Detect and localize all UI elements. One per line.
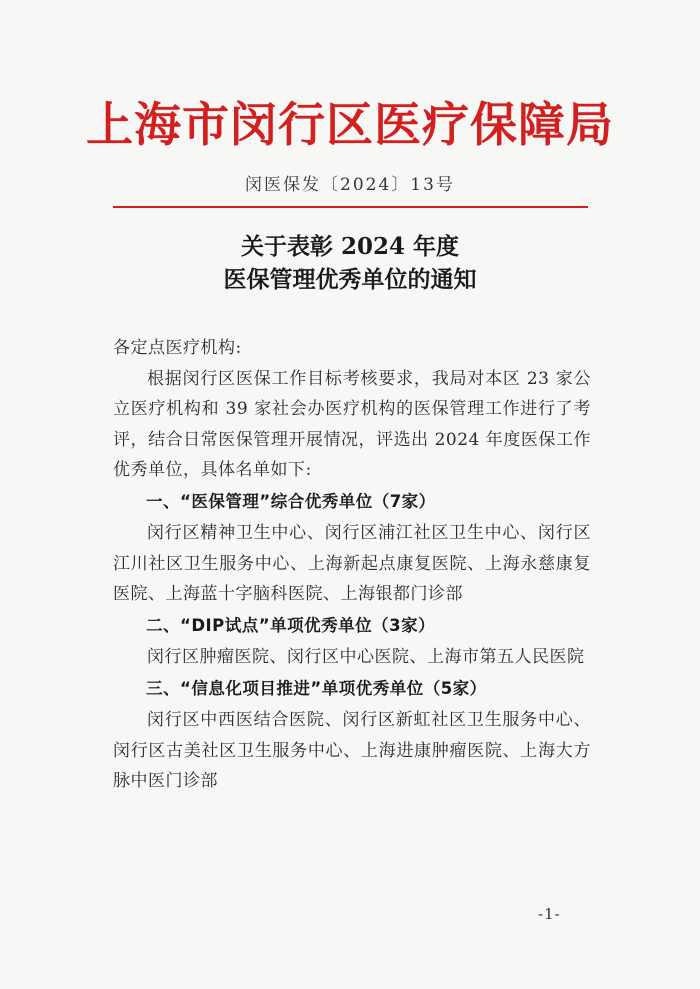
page-number: -1- xyxy=(538,905,561,923)
document-number: 闵医保发〔2024〕13号 xyxy=(245,175,455,195)
notice-title xyxy=(0,230,700,296)
section-heading-3: 三、“信息化项目推进”单项优秀单位（5家） xyxy=(146,678,487,698)
red-divider-line xyxy=(113,206,588,208)
title-line-1: 关于表彰 2024 年度 xyxy=(240,233,460,260)
notice-body xyxy=(113,333,591,797)
agency-header: 上海市闵行区医疗保障局 xyxy=(86,98,614,153)
intro-paragraph: 根据闵行区医保工作目标考核要求，我局对本区 23 家公立医疗机构和 39 家社会办医疗机构的医保管理工作进行了考评，结合日常医保管理开展情况，评选出 2024 年度医保工作优秀单位，具体名单如下: xyxy=(113,368,591,480)
section-units-2: 闵行区肿瘤医院、闵行区中心医院、上海市第五人民医院 xyxy=(147,647,585,667)
section-heading-2: 二、“DIP试点”单项优秀单位（3家） xyxy=(146,615,436,635)
section-heading-1: 一、“医保管理”综合优秀单位（7家） xyxy=(146,491,436,511)
salutation: 各定点医疗机构: xyxy=(113,338,242,358)
section-units-1: 闵行区精神卫生中心、闵行区浦江社区卫生中心、闵行区江川社区卫生服务中心、上海新起点康复医院、上海永慈康复医院、上海蓝十字脑科医院、上海银都门诊部 xyxy=(113,523,591,604)
section-units-3: 闵行区中西医结合医院、闵行区新虹社区卫生服务中心、闵行区古美社区卫生服务中心、上海进康肿瘤医院、上海大方脉中医门诊部 xyxy=(113,710,591,791)
title-line-2: 医保管理优秀单位的通知 xyxy=(223,266,477,293)
